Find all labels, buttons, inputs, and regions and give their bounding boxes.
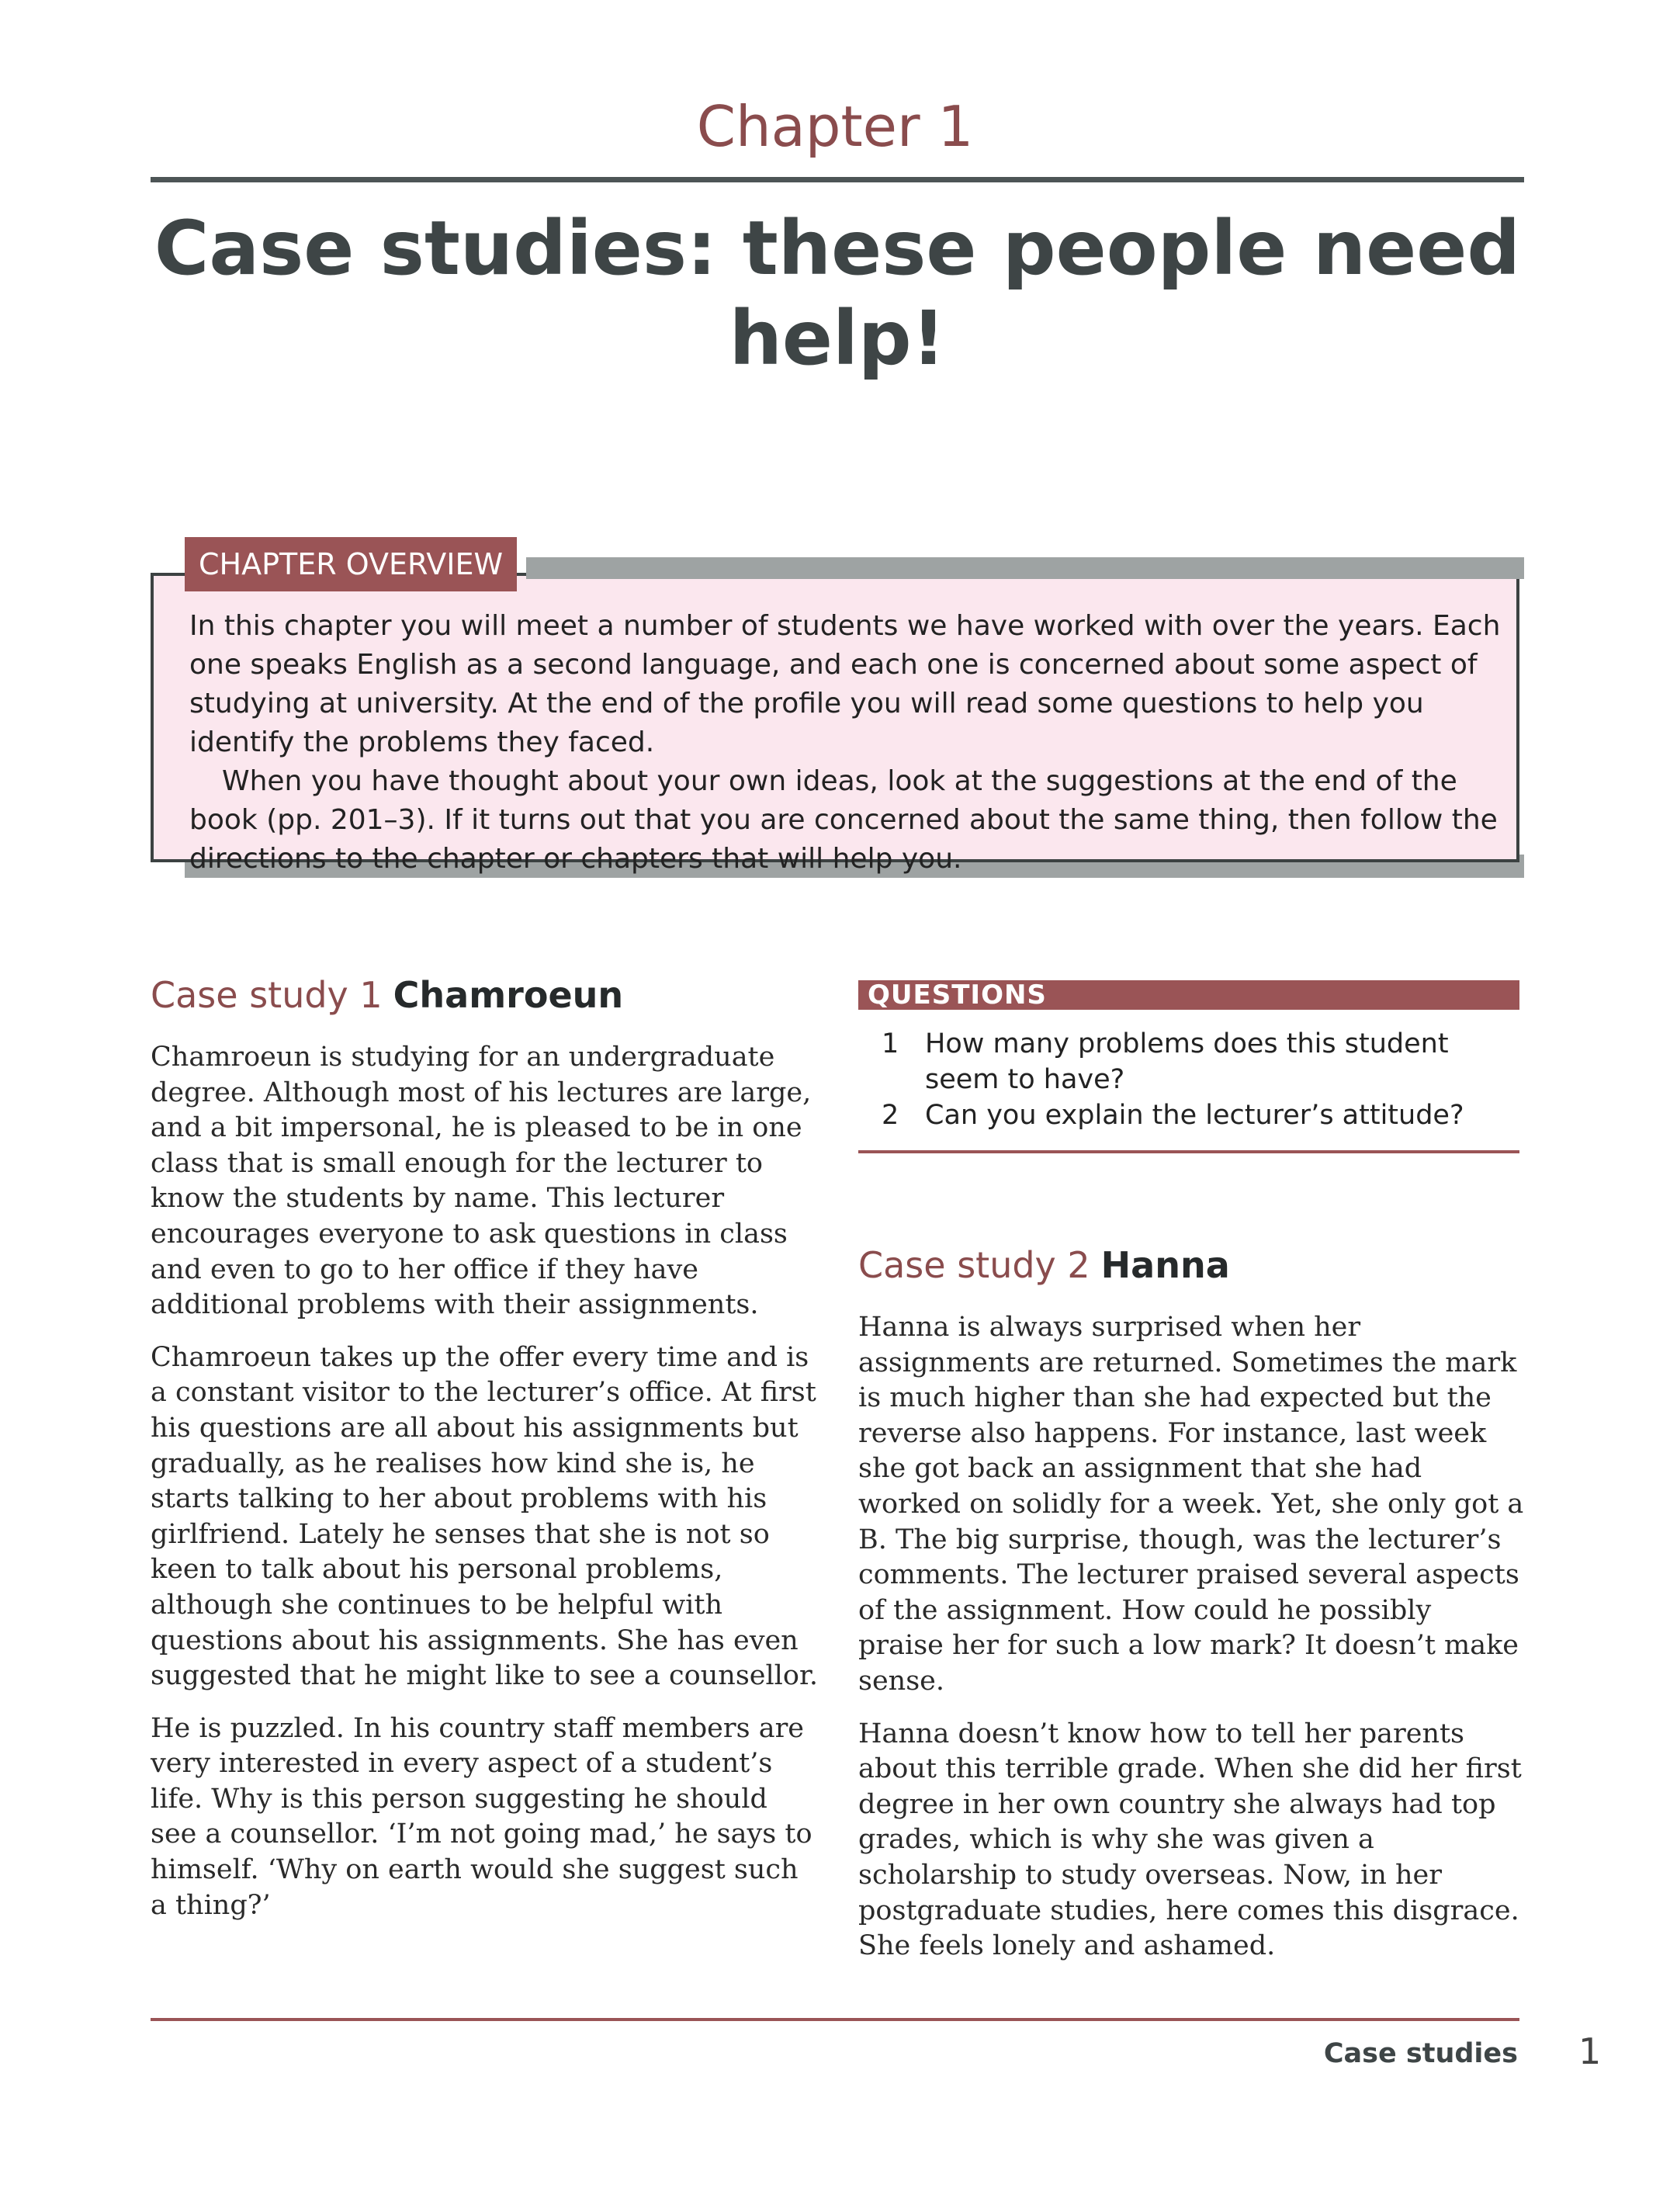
question-item <box>882 1097 1518 1133</box>
questions-list <box>882 1026 1518 1133</box>
overview-label: CHAPTER OVERVIEW <box>185 537 517 591</box>
case-study-1-paragraph: Chamroeun is studying for an undergraduate degree. Although most of his lectures are large, and a bit impersonal, he is pleased to be in one class that is small enough for the lecturer to know the students by name. This lecturer encourages everyone to ask questions in class and even to go to her office if they have additional problems with their assignments. <box>151 1042 812 1321</box>
case-study-1-body <box>151 1040 819 1940</box>
case-study-2-name: Hanna <box>1100 1244 1230 1286</box>
title-rule <box>151 177 1524 182</box>
overview-paragraph: In this chapter you will meet a number of students we have worked with over the years. Each one speaks English as a second language, and each one is concerned about some aspect of studying at university. At the end of the profile you will read some questions to help you identify the problems they faced. <box>189 610 1501 758</box>
overview-paragraph: When you have thought about your own ideas, look at the suggestions at the end of the book (pp. 201–3). If it turns out that you are concerned about the same thing, then follow the directions to the chapter or chapters that will help you. <box>189 765 1498 875</box>
page-number: 1 <box>1578 2030 1602 2072</box>
questions-rule <box>858 1150 1519 1153</box>
case-study-2-heading <box>858 1242 1230 1288</box>
case-study-1-name: Chamroeun <box>393 974 624 1016</box>
chapter-label: Chapter 1 <box>696 94 974 159</box>
case-study-2-paragraph: Hanna is always surprised when her assignments are returned. Sometimes the mark is much higher than she had expected but the reverse also happens. For instance, last week she got back an assignment that she had worked on solidly for a week. Yet, she only got a B. The big surprise, though, was the lecturer’s comments. The lecturer praised several aspects of the assignment. How could he possibly praise her for such a low mark? It doesn’t make sense. <box>858 1312 1524 1697</box>
overview-text <box>189 607 1501 879</box>
question-number: 2 <box>882 1100 899 1131</box>
case-study-1-prefix: Case study 1 <box>151 974 383 1016</box>
question-item <box>882 1026 1518 1097</box>
case-study-1-paragraph: He is puzzled. In his country staff members are very interested in every aspect of a student’s life. Why is this person suggesting he should see a counsellor. ‘I’m not going mad,’ he says to himself. ‘Why on earth would she suggest such a thing?’ <box>151 1712 812 1921</box>
question-text: Can you explain the lecturer’s attitude? <box>925 1100 1464 1131</box>
footer-rule <box>151 2018 1519 2021</box>
question-number: 1 <box>882 1028 899 1059</box>
footer-section-label: Case studies <box>1323 2038 1518 2069</box>
chapter-title: Case studies: these people need help! <box>154 205 1521 382</box>
case-study-1-heading <box>151 972 623 1018</box>
case-study-2-paragraph: Hanna doesn’t know how to tell her parents about this terrible grade. When she did her first degree in her own country she always had top grades, which is why she was given a scholarship to study overseas. Now, in her postgraduate studies, here comes this disgrace. She feels lonely and ashamed. <box>858 1718 1522 1962</box>
question-text: How many problems does this student seem to have? <box>925 1028 1449 1095</box>
case-study-1-paragraph: Chamroeun takes up the offer every time and is a constant visitor to the lecturer’s office. At first his questions are all about his assignments but gradually, as he realises how kind she is, he starts talking to her about problems with his girlfriend. Lately he senses that she is not so keen to talk about his personal problems, although she continues to be helpful with questions about his assignments. She has even suggested that he might like to see a counsellor. <box>151 1341 818 1692</box>
questions-label: QUESTIONS <box>868 979 1047 1011</box>
case-study-2-prefix: Case study 2 <box>858 1244 1090 1286</box>
overview-top-bar <box>526 557 1524 579</box>
case-study-2-body <box>858 1310 1524 1981</box>
